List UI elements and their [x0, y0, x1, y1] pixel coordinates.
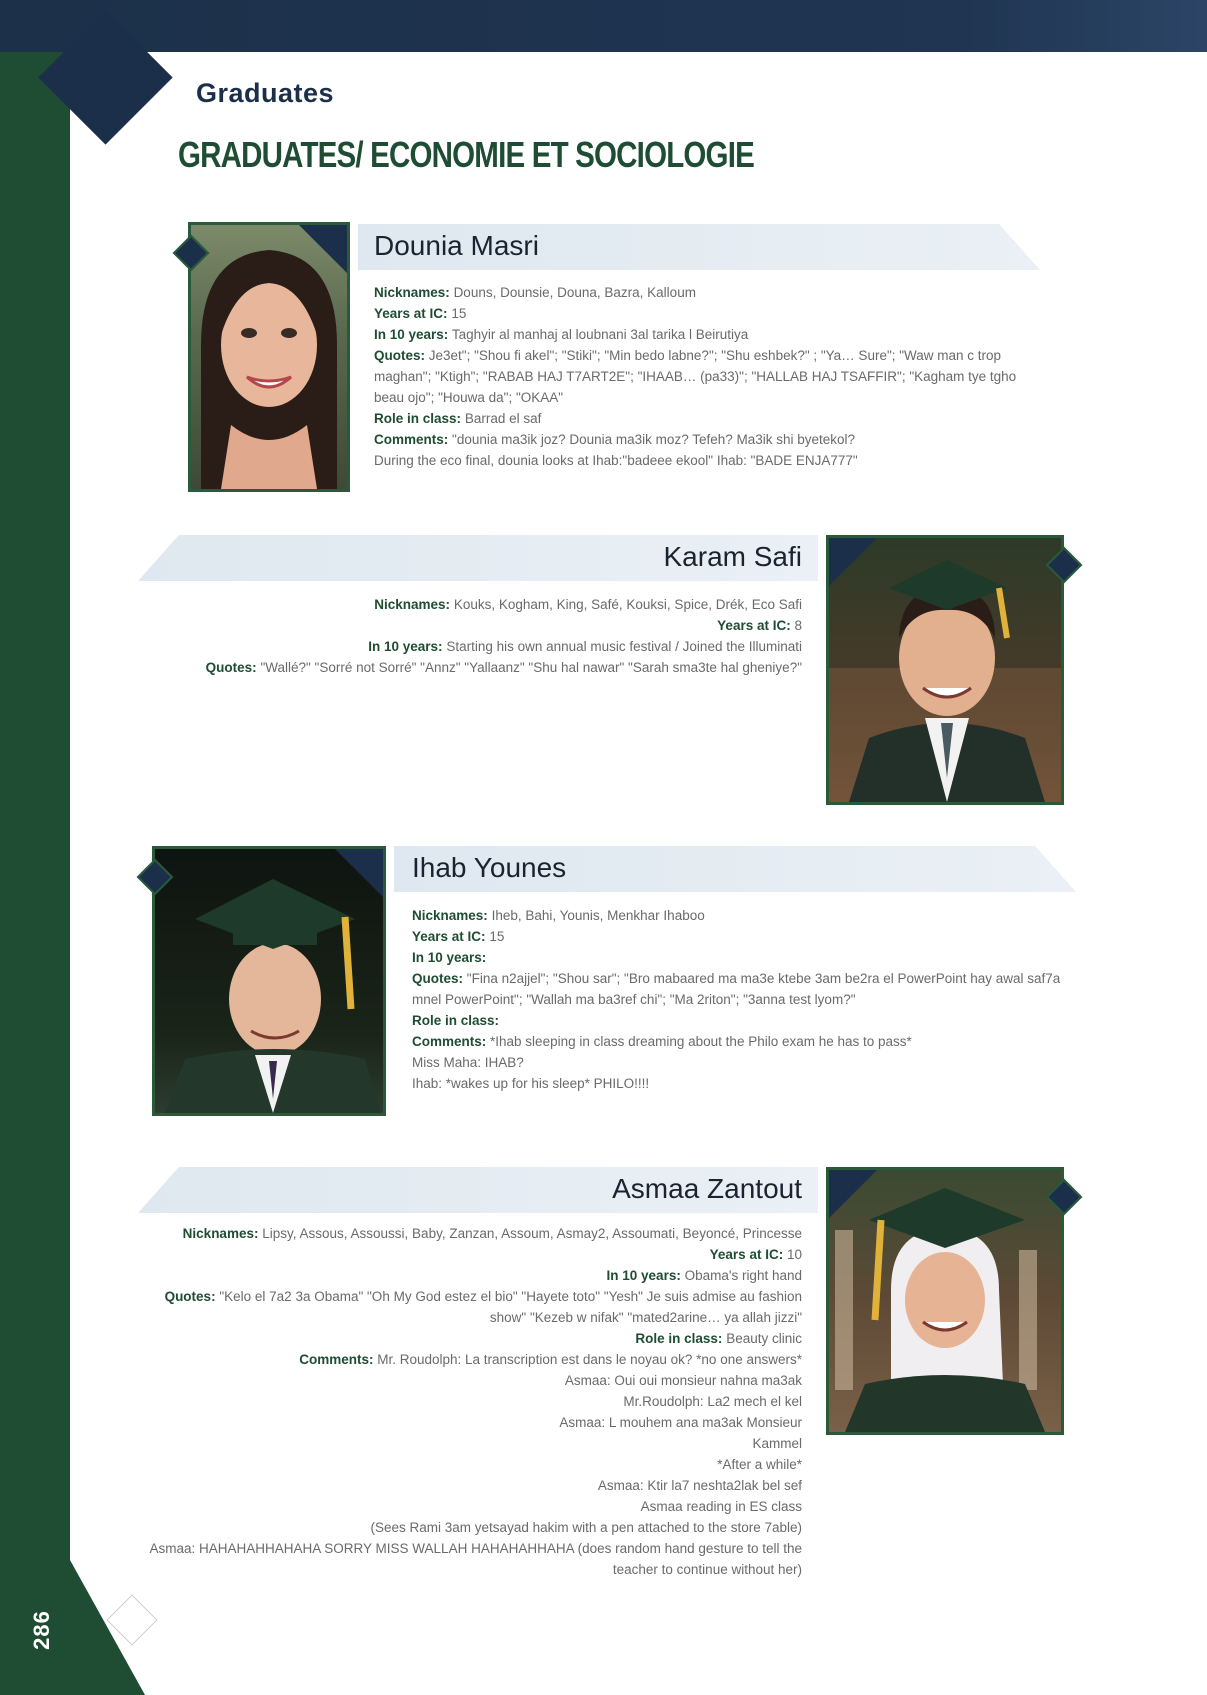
future-label: In 10 years:	[412, 950, 487, 965]
comments-value: *Ihab sleeping in class dreaming about the Philo exam he has to pass*	[490, 1034, 912, 1049]
left-border-band	[0, 0, 70, 1695]
role-value: Barrad el saf	[464, 411, 542, 426]
page-number: 286	[29, 1610, 54, 1650]
section-label: Graduates	[196, 78, 335, 108]
nicknames-label: Nicknames:	[412, 908, 488, 923]
graduate-photo-dounia	[188, 222, 350, 492]
comment-line: Mr.Roudolph: La2 mech el kel	[623, 1394, 802, 1409]
comment-line: (Sees Rami 3am yetsayad hakim with a pen attached to the store 7able)	[370, 1520, 802, 1535]
years-label: Years at IC:	[717, 618, 791, 633]
top-border-band	[0, 0, 1207, 52]
comment-line: During the eco final, dounia looks at Ihab:"badeee ekool" Ihab: "BADE ENJA777"	[374, 453, 858, 468]
comment-line: Ihab: *wakes up for his sleep* PHILO!!!!	[412, 1076, 650, 1091]
comment-line: *After a while*	[717, 1457, 802, 1472]
graduate-details-dounia	[374, 282, 1044, 471]
graduate-name: Ihab Younes	[412, 852, 567, 883]
quotes-value: Je3et"; "Shou fi akel"; "Stiki"; "Min bedo labne?"; "Shu eshbek?" ; "Ya… Sure"; "Waw man c trop maghan"; "Ktigh"; "RABAB HAJ T7ART2E"; "IHAAB… (pa33)"; "HALLAB HAJ TSAFFIR"; "Kagham tye tgho beau ojo"; "Houwa da"; "OKAA"	[374, 348, 1017, 405]
years-value: 15	[489, 929, 505, 944]
nicknames-label: Nicknames:	[374, 285, 450, 300]
comment-line: Asmaa: L mouhem ana ma3ak Monsieur	[559, 1415, 802, 1430]
role-label: Role in class:	[412, 1013, 500, 1028]
future-label: In 10 years:	[606, 1268, 681, 1283]
years-value: 8	[794, 618, 802, 633]
quotes-value: "Kelo el 7a2 3a Obama" "Oh My God estez el bio" "Hayete toto" "Yesh" Je suis admise au fashion	[219, 1289, 802, 1304]
graduate-name: Asmaa Zantout	[612, 1173, 802, 1204]
graduate-photo-karam	[826, 535, 1064, 805]
quotes-label: Quotes:	[164, 1289, 216, 1304]
years-label: Years at IC:	[412, 929, 486, 944]
nicknames-value: Iheb, Bahi, Younis, Menkhar Ihaboo	[491, 908, 705, 923]
page-title: GRADUATES/ ECONOMIE ET SOCIOLOGIE	[178, 134, 754, 175]
comment-line: Asmaa: Oui oui monsieur nahna ma3ak	[564, 1373, 802, 1388]
role-value: Beauty clinic	[726, 1331, 802, 1346]
comment-line: Kammel	[752, 1436, 802, 1451]
years-label: Years at IC:	[709, 1247, 784, 1262]
years-value: 15	[451, 306, 467, 321]
future-value: Taghyir al manhaj al loubnani 3al tarika l Beirutiya	[451, 327, 749, 342]
graduate-photo-ihab	[152, 846, 386, 1116]
nicknames-value: Douns, Dounsie, Douna, Bazra, Kalloum	[453, 285, 696, 300]
comment-line: teacher to continue without her)	[612, 1562, 802, 1577]
quotes-value: "Wallé?" "Sorré not Sorré" "Annz" "Yallaanz" "Shu hal nawar" "Sarah sma3te hal gheniye?"	[260, 660, 802, 675]
future-value: Starting his own annual music festival / Joined the Illuminati	[446, 639, 802, 654]
comment-line: Asmaa: Ktir la7 neshta2lak bel sef	[597, 1478, 802, 1493]
graduate-details-karam	[162, 594, 802, 678]
comments-value: Mr. Roudolph: La transcription est dans le noyau ok? *no one answers*	[377, 1352, 802, 1367]
quotes-value: "Fina n2ajjel"; "Shou sar"; "Bro mabaared ma ma3e ktebe 3am be2ra el PowerPoint hay awal saf7a mnel PowerPoint"; "Wallah ma ba3ref chi"; "Ma 2riton"; "3anna test lyom?"	[412, 971, 1061, 1007]
future-label: In 10 years:	[374, 327, 449, 342]
role-label: Role in class:	[374, 411, 462, 426]
nicknames-value: Kouks, Kogham, King, Safé, Kouksi, Spice, Drék, Eco Safi	[453, 597, 802, 612]
comment-line: Asmaa: HAHAHAHHAHAHA SORRY MISS WALLAH HAHAHAHHAHA (does random hand gesture to tell the	[149, 1541, 802, 1556]
comment-line: Miss Maha: IHAB?	[412, 1055, 524, 1070]
photo-corner-decoration	[335, 849, 383, 897]
graduate-details-asmaa	[122, 1223, 802, 1580]
graduate-details-ihab	[412, 905, 1092, 1094]
photo-corner-decoration	[829, 1170, 877, 1218]
quotes-label: Quotes:	[412, 971, 464, 986]
comments-value: "dounia ma3ik joz? Dounia ma3ik moz? Tefeh? Ma3ik shi byetekol?	[452, 432, 856, 447]
nicknames-label: Nicknames:	[182, 1226, 259, 1241]
nicknames-value: Lipsy, Assous, Assoussi, Baby, Zanzan, Assoum, Asmay2, Assoumati, Beyoncé, Princesse	[262, 1226, 802, 1241]
years-label: Years at IC:	[374, 306, 448, 321]
graduate-name: Dounia Masri	[374, 230, 539, 261]
comments-label: Comments:	[374, 432, 449, 447]
role-label: Role in class:	[635, 1331, 723, 1346]
quotes-label: Quotes:	[374, 348, 426, 363]
comments-label: Comments:	[412, 1034, 487, 1049]
quotes-label: Quotes:	[205, 660, 257, 675]
nicknames-label: Nicknames:	[374, 597, 451, 612]
future-label: In 10 years:	[368, 639, 443, 654]
comments-label: Comments:	[299, 1352, 374, 1367]
quotes-value-continued: show" "Kezeb w nifak" "mated2arine… ya allah jizzi"	[489, 1310, 802, 1325]
years-value: 10	[786, 1247, 802, 1262]
comment-line: Asmaa reading in ES class	[640, 1499, 802, 1514]
photo-corner-decoration	[829, 538, 877, 586]
graduate-photo-asmaa	[826, 1167, 1064, 1435]
future-value: Obama's right hand	[684, 1268, 802, 1283]
graduate-name: Karam Safi	[663, 541, 802, 572]
photo-corner-decoration	[299, 225, 347, 273]
